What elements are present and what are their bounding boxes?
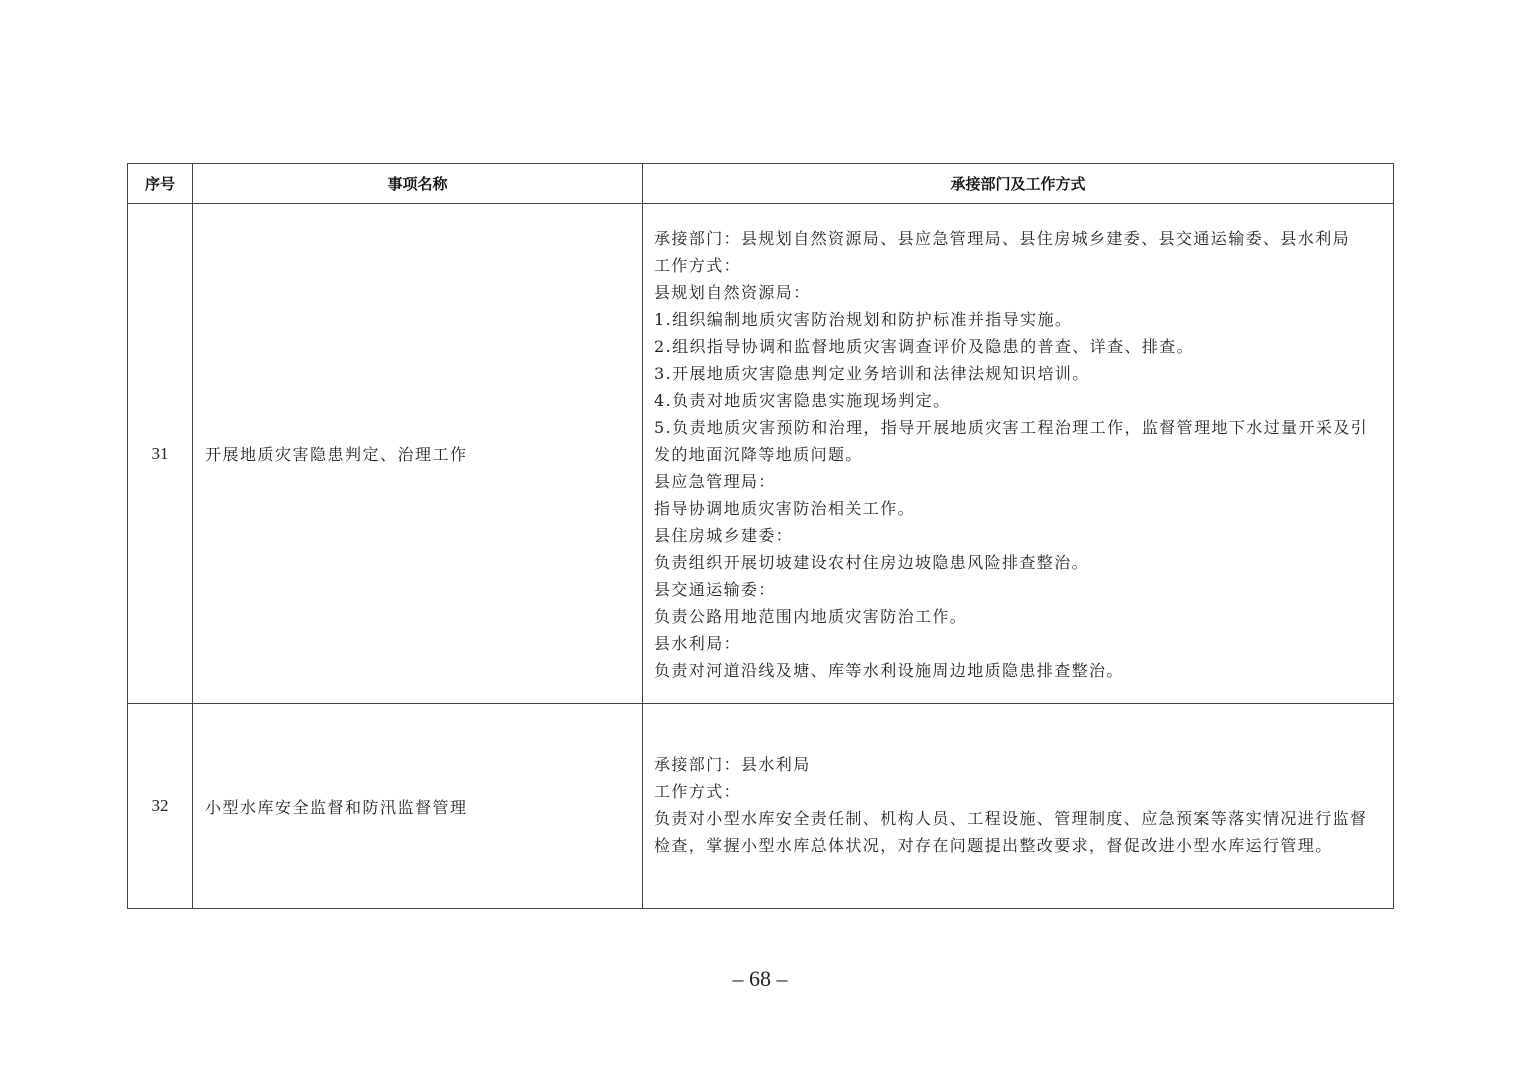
header-serial-number: 序号	[128, 164, 193, 204]
dept-line: 5.负责地质灾害预防和治理，指导开展地质灾害工程治理工作，监督管理地下水过量开采及引发的地面沉降等地质问题。	[654, 418, 1369, 464]
dept-line: 县交通运输委：	[654, 580, 776, 599]
header-item-name: 事项名称	[193, 164, 643, 204]
row-department-method	[643, 204, 1394, 704]
row-serial-number: 32	[128, 704, 193, 909]
row-department-method	[643, 704, 1394, 909]
dept-line: 1.组织编制地质灾害防治规划和防护标准并指导实施。	[654, 310, 1073, 329]
dept-line: 承接部门：县水利局	[654, 755, 811, 774]
dept-line: 县住房城乡建委：	[654, 526, 794, 545]
dept-line: 承接部门：县规划自然资源局、县应急管理局、县住房城乡建委、县交通运输委、县水利局	[654, 229, 1351, 248]
dept-line: 4.负责对地质灾害隐患实施现场判定。	[654, 391, 951, 410]
dept-line: 县规划自然资源局：	[654, 283, 811, 302]
table-row	[128, 204, 1394, 704]
row-item-name: 开展地质灾害隐患判定、治理工作	[193, 204, 643, 704]
page-number: – 68 –	[732, 966, 788, 991]
dept-line: 负责组织开展切坡建设农村住房边坡隐患风险排查整治。	[654, 553, 1090, 572]
table-header-row	[128, 164, 1394, 204]
dept-line: 负责公路用地范围内地质灾害防治工作。	[654, 607, 968, 626]
dept-line: 指导协调地质灾害防治相关工作。	[654, 499, 916, 518]
dept-line: 县水利局：	[654, 634, 742, 653]
dept-line: 工作方式：	[654, 782, 742, 801]
dept-line: 3.开展地质灾害隐患判定业务培训和法律法规知识培训。	[654, 364, 1090, 383]
row-item-name: 小型水库安全监督和防汛监督管理	[193, 704, 643, 909]
dept-line: 2.组织指导协调和监督地质灾害调查评价及隐患的普查、详查、排查。	[654, 337, 1195, 356]
header-department-method: 承接部门及工作方式	[643, 164, 1394, 204]
dept-line: 负责对河道沿线及塘、库等水利设施周边地质隐患排查整治。	[654, 661, 1124, 680]
dept-line: 工作方式：	[654, 256, 742, 275]
dept-line: 县应急管理局：	[654, 472, 776, 491]
dept-line: 负责对小型水库安全责任制、机构人员、工程设施、管理制度、应急预案等落实情况进行监督检查，掌握小型水库总体状况，对存在问题提出整改要求，督促改进小型水库运行管理。	[654, 809, 1368, 855]
document-table	[127, 163, 1394, 909]
table-row	[128, 704, 1394, 909]
row-serial-number: 31	[128, 204, 193, 704]
